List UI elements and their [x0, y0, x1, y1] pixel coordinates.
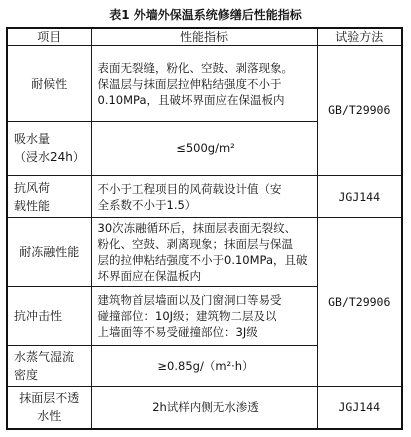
- header-item: 项目: [7, 28, 91, 46]
- item-cell: [7, 346, 91, 387]
- spec-line: 碰撞部位：10J级；建筑物二层及以: [97, 309, 277, 324]
- spec-line: 不小于工程项目的风荷载设计值（安: [97, 181, 282, 196]
- spec-line: 坏界面应在保温板内: [97, 269, 201, 284]
- method-cell: JGJ144: [317, 386, 402, 429]
- performance-table-wrapper: [6, 27, 401, 430]
- method-cell: JGJ144: [317, 175, 402, 218]
- spec-line: 保温层与抹面层拉伸粘结强度不小于: [97, 76, 282, 91]
- spec-line: ≥0.85g/（m²·h）: [157, 359, 254, 374]
- item-line: 耐冻融性能: [19, 245, 80, 260]
- method-cell: GB/T29906: [317, 46, 402, 176]
- row-impermeability: [7, 386, 402, 429]
- spec-cell: [91, 346, 317, 387]
- spec-line: 上墙面等不易受碰撞部位：3J级: [97, 325, 258, 340]
- spec-line: 层的拉伸粘结强度不小于0.10MPa，且破: [97, 253, 308, 268]
- spec-cell: [91, 386, 317, 429]
- spec-cell: [91, 122, 317, 176]
- item-cell: [7, 122, 91, 176]
- spec-cell: [91, 46, 317, 122]
- item-line: 水性: [37, 409, 62, 424]
- spec-cell: [91, 287, 317, 346]
- table-caption: 表1 外墙外保温系统修缮后性能指标: [109, 8, 302, 22]
- item-line: 水蒸气湿流: [14, 350, 75, 365]
- spec-line: 全系数不小于1.5）: [97, 197, 197, 212]
- header-spec: 性能指标: [91, 28, 317, 46]
- performance-table: [6, 27, 403, 430]
- spec-line: 30次冻融循环后，抹面层表面无裂纹、: [97, 221, 297, 236]
- spec-line: 2h试样内侧无水渗透: [152, 400, 259, 415]
- header-method: 试验方法: [317, 28, 402, 46]
- item-line: 抗风荷: [14, 180, 51, 195]
- spec-cell: [91, 218, 317, 287]
- item-cell: [7, 287, 91, 346]
- row-weather-resistance: [7, 46, 402, 122]
- item-line: 吸水量: [14, 132, 51, 147]
- spec-line: ≤500g/m²: [176, 141, 235, 156]
- header-row: [7, 28, 402, 46]
- item-cell: [7, 175, 91, 218]
- item-cell: [7, 218, 91, 287]
- row-freeze-thaw: [7, 218, 402, 287]
- item-line: 抹面层不透: [19, 391, 80, 406]
- item-line: 耐候性: [31, 76, 68, 91]
- spec-line: 建筑物首层墙面以及门窗洞口等易受: [97, 293, 282, 308]
- method-cell: GB/T29906: [317, 218, 402, 386]
- spec-line: 0.10MPa，且破坏界面应在保温板内: [97, 92, 285, 107]
- item-cell: [7, 46, 91, 122]
- row-wind-load: [7, 175, 402, 218]
- spec-cell: [91, 175, 317, 218]
- spec-line: 表面无裂缝，粉化、空鼓、剥落现象。: [97, 60, 293, 75]
- item-line: 载性能: [14, 198, 51, 213]
- item-line: 抗冲击性: [14, 309, 63, 324]
- spec-line: 粉化、空鼓、剥离现象；抹面层与保温: [97, 237, 293, 252]
- item-cell: [7, 386, 91, 429]
- item-line: （浸水24h）: [14, 150, 85, 165]
- item-line: 密度: [14, 368, 39, 383]
